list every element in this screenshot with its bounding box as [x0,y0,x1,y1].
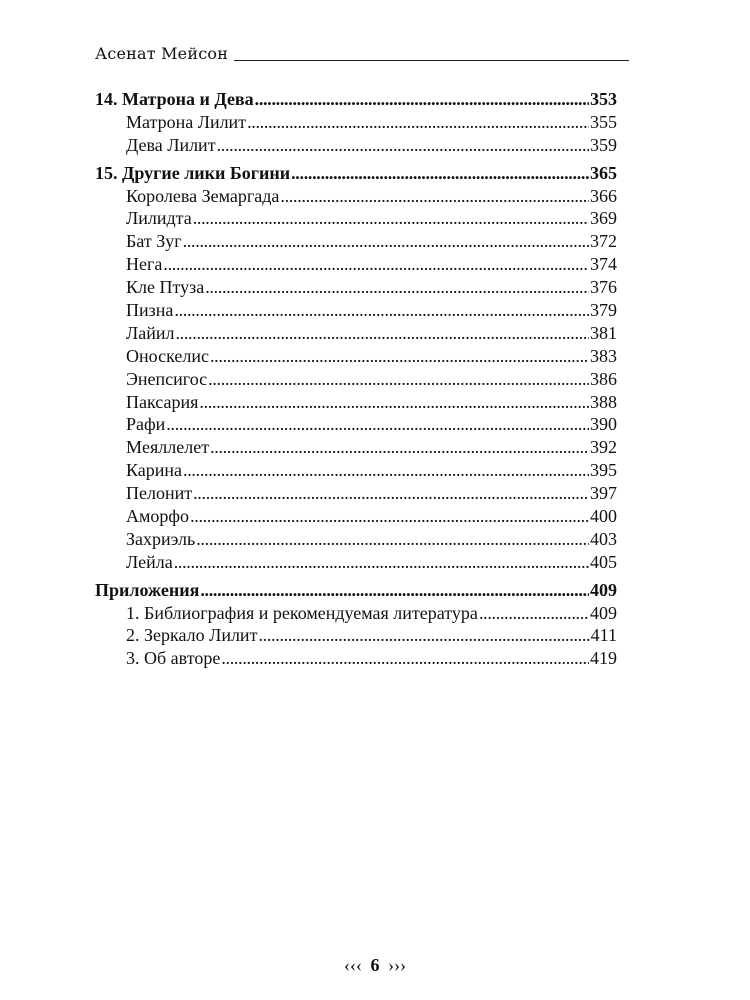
dot-leader [291,162,589,185]
toc-chapter-14[interactable] [95,88,617,111]
toc-entry[interactable] [95,207,617,230]
toc-page: 372 [590,231,617,252]
toc-label: Лейла [126,551,173,572]
toc-label: 2. Зеркало Лилит [126,625,258,646]
toc-entry[interactable] [95,368,617,391]
toc-entry[interactable] [95,185,617,208]
author-name: Асенат Мейсон [95,44,234,63]
dot-leader [193,482,589,505]
dot-leader [205,276,589,299]
dot-leader [196,528,589,551]
toc-entry[interactable] [95,647,617,670]
page-number: 6 [370,955,380,975]
toc-page: 409 [590,602,617,623]
toc-page: 366 [590,185,617,206]
toc-page: 388 [590,391,617,412]
toc-label: Карина [126,460,183,481]
toc-label: Захриэль [126,528,196,549]
toc-page: 369 [590,208,617,229]
toc-page: 376 [590,277,617,298]
toc-label: 1. Библиография и рекомендуемая литература [126,602,478,623]
toc-entry[interactable] [95,276,617,299]
dot-leader [247,111,589,134]
toc-entry[interactable] [95,482,617,505]
dot-leader [193,207,589,230]
toc-entry[interactable] [95,436,617,459]
dot-leader [199,391,589,414]
toc-appendices[interactable] [95,579,617,602]
toc-label: Пизна [126,300,174,321]
toc-label: 14. Матрона и Дева [95,89,254,109]
toc-label: Аморфо [126,506,190,527]
toc-label: Нега [126,254,163,275]
toc-label: Дева Лилит [126,134,216,155]
table-of-contents [95,88,617,670]
toc-page: 403 [590,528,617,549]
dot-leader [174,551,589,574]
dot-leader [174,299,589,322]
toc-page: 386 [590,368,617,389]
dot-leader [210,436,589,459]
toc-label: Королева Земаргада [126,185,280,206]
toc-page: 374 [590,254,617,275]
toc-label: Пелонит [126,483,193,504]
toc-entry[interactable] [95,505,617,528]
toc-label: Лайил [126,322,175,343]
dot-leader [183,459,589,482]
toc-page: 405 [590,551,617,572]
toc-chapter-15[interactable] [95,162,617,185]
toc-page: 379 [590,300,617,321]
toc-label: Паксария [126,391,199,412]
toc-label: Лилидта [126,208,192,229]
toc-entry[interactable] [95,253,617,276]
toc-label: Мeяллелет [126,437,210,458]
toc-entry[interactable] [95,345,617,368]
dot-leader [166,413,589,436]
toc-label: 15. Другие лики Богини [95,162,291,183]
toc-page: 381 [590,322,617,343]
toc-page: 355 [590,111,617,132]
toc-page: 365 [590,162,617,183]
toc-label: Оноскелис [126,345,209,366]
toc-label: Кле Птуза [126,277,205,298]
toc-label: Бат Зуг [126,231,182,252]
dot-leader [200,579,589,602]
dot-leader [479,602,589,625]
toc-entry[interactable] [95,459,617,482]
toc-entry[interactable] [95,299,617,322]
toc-page: 419 [590,648,617,669]
toc-page: 390 [590,414,617,435]
toc-entry[interactable] [95,230,617,253]
dot-leader [163,253,589,276]
toc-label: Матрона Лилит [126,111,247,132]
running-header [95,44,629,64]
dot-leader [190,505,589,528]
dot-leader [175,322,589,345]
toc-entry[interactable] [95,111,617,134]
toc-entry[interactable] [95,602,617,625]
toc-page: 411 [590,625,617,646]
toc-page: 409 [590,579,617,600]
toc-entry[interactable] [95,322,617,345]
toc-entry[interactable] [95,624,617,647]
dot-leader [280,185,589,208]
toc-page: 400 [590,506,617,527]
toc-entry[interactable] [95,391,617,414]
dot-leader [258,624,589,647]
left-guillemets: ‹‹‹ [344,955,362,975]
toc-entry[interactable] [95,413,617,436]
dot-leader [208,368,589,391]
toc-page: 392 [590,437,617,458]
toc-label: 3. Об авторе [126,648,221,669]
toc-entry[interactable] [95,134,617,157]
dot-leader [221,647,589,670]
dot-leader [183,230,589,253]
toc-label: Приложения [95,579,200,600]
page-footer [0,955,750,976]
toc-label: Рафи [126,414,166,435]
toc-entry[interactable] [95,528,617,551]
toc-entry[interactable] [95,551,617,574]
dot-leader [217,134,589,157]
toc-page: 383 [590,345,617,366]
dot-leader [210,345,589,368]
toc-page: 353 [590,89,617,109]
toc-page: 397 [590,483,617,504]
toc-page: 395 [590,460,617,481]
toc-label: Энепсигос [126,368,208,389]
right-guillemets: ››› [388,955,406,975]
toc-page: 359 [590,134,617,155]
dot-leader [255,88,589,111]
